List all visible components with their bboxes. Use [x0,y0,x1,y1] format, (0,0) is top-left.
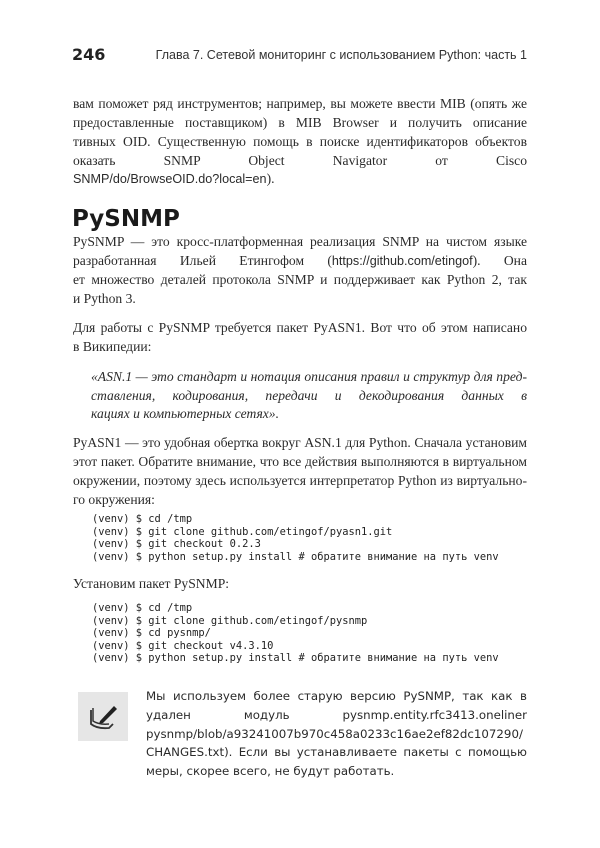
text-segment: предоставленные поставщиком) в MIB Browser и получить описание [73,115,527,130]
code-line: (venv) $ git clone github.com/etingof/pysnmp [92,614,368,627]
note-line: меры, скорее всего, не будут работать. [146,764,395,779]
text-segment: тивных OID. Существенную помощь в поиске идентификаторов объектов [73,134,527,149]
text-line [73,115,527,131]
note-line: pysnmp/blob/a93241007b970c458a0233c16ae2ef82dc107290/ [146,726,523,741]
text-line [73,492,527,508]
text-line [73,435,527,451]
note-line: удален модуль pysnmp.entity.rfc3413.oneliner [146,707,527,722]
code-line: (venv) $ git clone github.com/etingof/pyasn1.git [92,525,393,538]
text-line [73,272,527,288]
text-segment: оказать SNMP Object Navigator от Cisco [73,153,527,168]
text-segment: окружении, поэтому здесь используется интерпретатор Python из виртуально- [73,473,527,488]
note-line: CHANGES.txt). Если вы устанавливаете пакеты с помощью [146,745,527,760]
text-line [91,369,527,385]
text-line [73,171,527,187]
page-number: 246 [72,45,106,64]
text-segment: разработанная Ильей Етингофом ( [73,253,332,268]
text-line [73,96,527,112]
code-line: (venv) $ cd /tmp [92,513,193,525]
code-line: (venv) $ cd /tmp [92,602,193,614]
text-segment: ет множество деталей протокола SNMP и поддерживает как Python 2, так [73,272,527,287]
text-line [73,320,527,336]
text-segment: «ASN.1 — это стандарт и нотация описания правил и структур для пред- [91,369,527,384]
text-segment: ). Она [472,253,527,268]
running-header: Глава 7. Сетевой мониторинг с использованием Python: часть 1 [155,48,527,62]
text-segment: кациях и компьютерных сетях». [91,406,279,421]
text-line [91,388,527,404]
url-link[interactable]: SNMP/do/BrowseOID.do?local=en [73,172,267,186]
text-line [73,339,527,355]
text-segment: вам поможет ряд инструментов; например, вы можете ввести MIB (опять же [73,96,527,111]
text-line [73,253,527,269]
text-line [73,234,527,250]
section-heading: PySNMP [72,206,180,232]
text-line [73,473,527,489]
text-segment: ставления, кодирования, передачи и декодирования данных в [91,388,527,403]
url-link[interactable]: https://github.com/etingof [331,254,473,268]
text-segment: Установим пакет PySNMP: [73,576,230,591]
text-segment: в Википедии: [73,339,152,354]
text-line [73,576,527,592]
text-line [73,134,527,150]
text-segment: PyASN1 — это удобная обертка вокруг ASN.1 для Python. Сначала установим [73,435,527,450]
note-line: Мы используем более старую версию PySNMP, так как в [146,689,527,703]
text-segment: Для работы с PySNMP требуется пакет PyASN1. Вот что об этом написано [73,320,527,335]
code-line: (venv) $ python setup.py install # обратите внимание на путь venv [92,652,499,665]
text-segment: ). [266,171,275,186]
text-line [73,291,527,307]
text-line [91,406,527,422]
text-segment: PySNMP — это кросс-платформенная реализация SNMP на чистом языке [73,234,527,249]
text-segment: и Python 3. [73,291,136,306]
text-segment: го окружения: [73,492,155,507]
code-line: (venv) $ git checkout 0.2.3 [92,538,261,551]
code-line: (venv) $ python setup.py install # обратите внимание на путь venv [92,550,499,563]
text-line [73,153,527,169]
note-pen-icon [78,692,128,741]
code-line: (venv) $ git checkout v4.3.10 [92,639,274,652]
text-segment: этот пакет. Обратите внимание, что все действия выполняются в виртуальном [73,454,527,469]
text-line [73,454,527,470]
code-line: (venv) $ cd pysnmp/ [92,627,211,640]
